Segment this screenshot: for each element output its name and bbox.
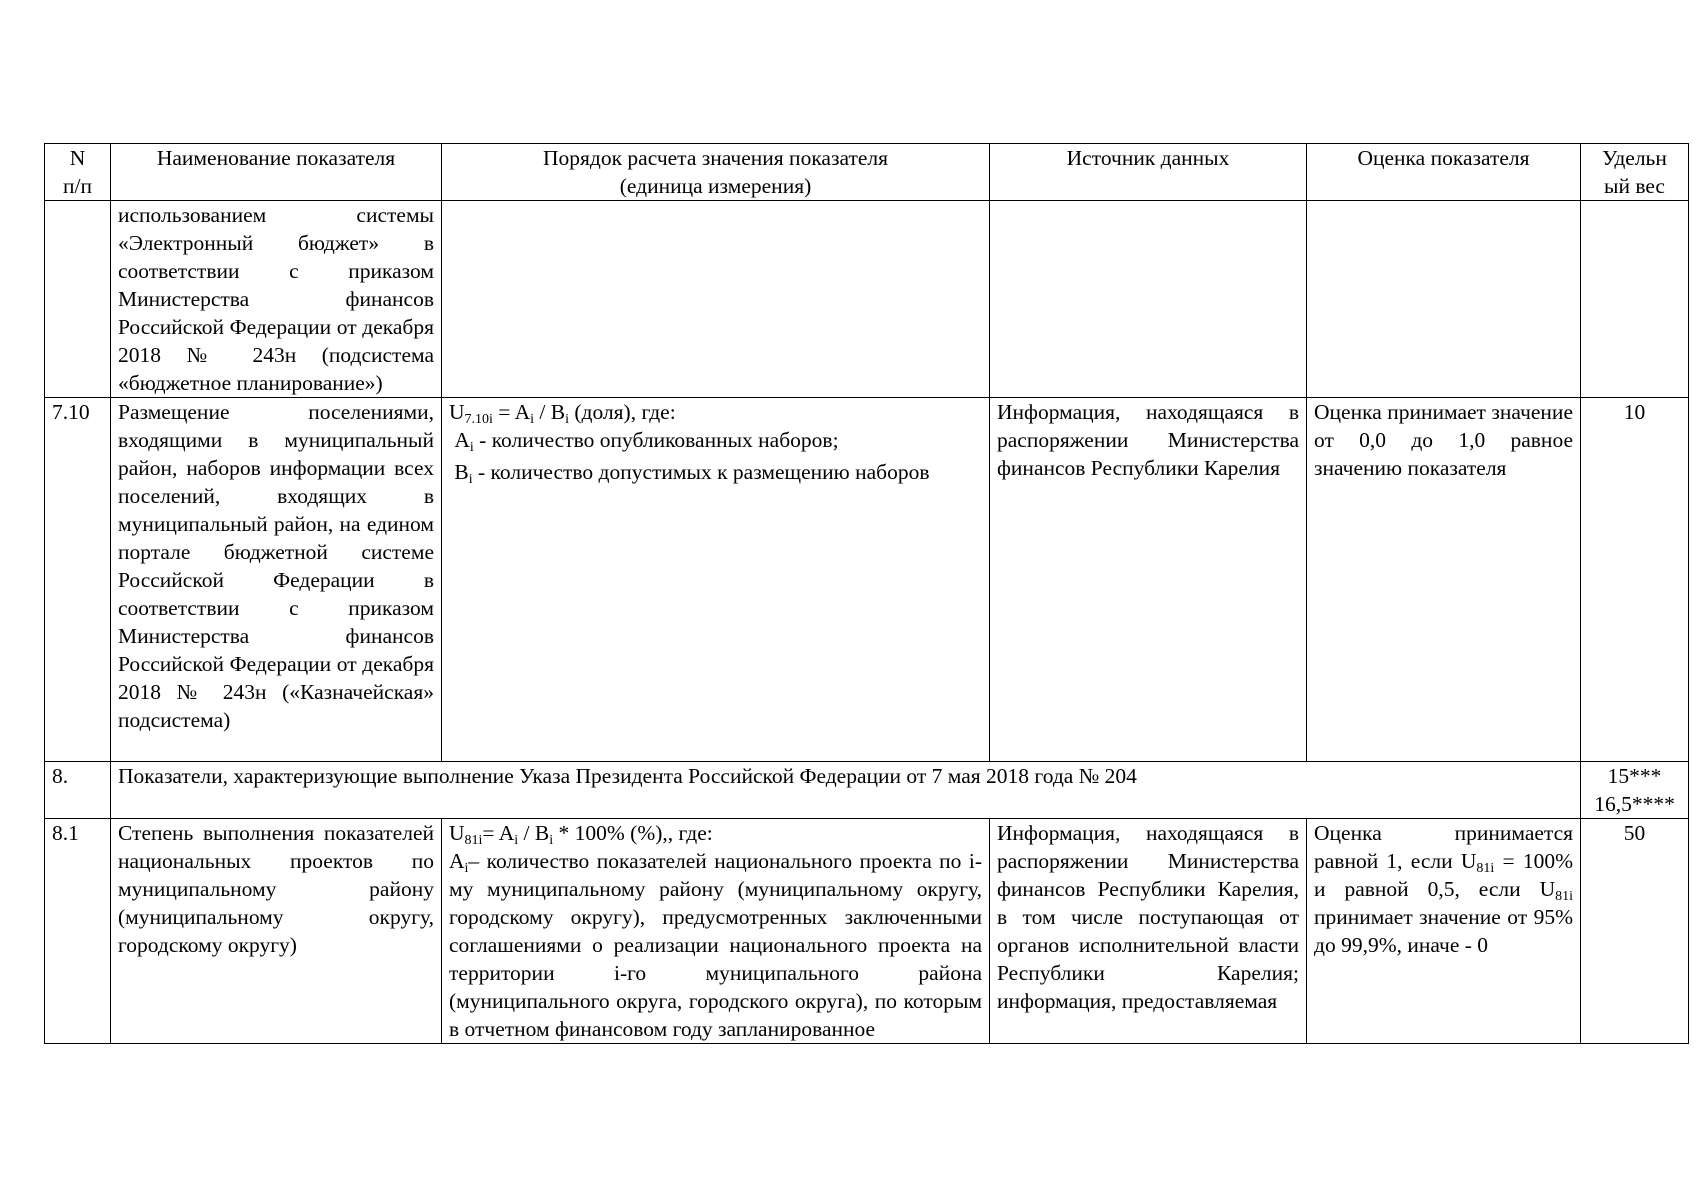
table-row-7-10 — [45, 398, 1689, 762]
formula-u81: $U_{81i}= A_i / B_i * 100\%$ (%),, где: — [449, 821, 713, 848]
header-source: Источник данных — [990, 144, 1307, 201]
cell-weight: 15*** 16,5**** — [1581, 762, 1689, 819]
cell-name: Размещение поселениями, входящими в муниципальный район, наборов информации всех поселений, входящих в муниципальный район, на едином портале бюджетной системе Российской Федерации в соответствии с приказом Министерства финансов Российской Федерации от декабря 2018 № 243н («Казначейская» подсистема) — [111, 398, 442, 762]
formula-u710: $U_{7.10i} = A_i / B_i$ (доля), где: — [449, 400, 676, 427]
table-row-8-1 — [45, 819, 1689, 1044]
table-row-continuation — [45, 201, 1689, 398]
cell-weight: 10 — [1581, 398, 1689, 762]
header-num: N п/п — [45, 144, 111, 201]
cell-weight — [1581, 201, 1689, 398]
cell-weight: 50 — [1581, 819, 1689, 1044]
header-calc: Порядок расчета значения показателя (единица измерения) — [442, 144, 990, 201]
header-name: Наименование показателя — [111, 144, 442, 201]
table-row-8-section — [45, 762, 1689, 819]
definition-a: $A_i-$ количество показателей национального проекта по i-му муниципальному району (муниципальному округу, городскому округу), предусмотренных заключенными соглашениями о реализации национального проекта на территории i-го муниципального района (муниципального округа, городского округа), по которым в отчетном финансовом году запланированное — [449, 849, 982, 1041]
cell-name: использованием системы «Электронный бюджет» в соответствии с приказом Министерства финансов Российской Федерации от декабря 2018 № 243н (подсистема «бюджетное планирование») — [111, 201, 442, 398]
definition-a: $A_i$ - количество опубликованных наборов; — [454, 428, 839, 455]
indicators-table — [44, 143, 1689, 1044]
cell-assessment — [1307, 201, 1581, 398]
definition-b: $B_i$ - количество допустимых к размещению наборов — [454, 460, 930, 487]
cell-source: Информация, находящаяся в распоряжении Министерства финансов Республики Карелия, в том числе поступающая от органов исполнительной власти Республики Карелия; информация, предоставляемая — [990, 819, 1307, 1044]
cell-num — [45, 201, 111, 398]
cell-assessment: Оценка принимается равной 1, если $U_{81i} = 100\%$ и равной 0,5, если $U_{81i}$ принимает значение от 95% до 99,9%, иначе - 0 — [1307, 819, 1581, 1044]
cell-source — [990, 201, 1307, 398]
cell-calc — [442, 819, 990, 1044]
cell-num: 8.1 — [45, 819, 111, 1044]
cell-num: 7.10 — [45, 398, 111, 762]
cell-assessment: Оценка принимает значение от 0,0 до 1,0 равное значению показателя — [1307, 398, 1581, 762]
cell-calc — [442, 398, 990, 762]
header-weight: Удельн ый вес — [1581, 144, 1689, 201]
cell-source: Информация, находящаяся в распоряжении Министерства финансов Республики Карелия — [990, 398, 1307, 762]
cell-calc — [442, 201, 990, 398]
cell-num: 8. — [45, 762, 111, 819]
header-assessment: Оценка показателя — [1307, 144, 1581, 201]
section-title: Показатели, характеризующие выполнение Указа Президента Российской Федерации от 7 мая 2018 года № 204 — [111, 762, 1581, 819]
cell-name: Степень выполнения показателей национальных проектов по муниципальному району (муниципальному округу, городскому округу) — [111, 819, 442, 1044]
table-header-row — [45, 144, 1689, 201]
